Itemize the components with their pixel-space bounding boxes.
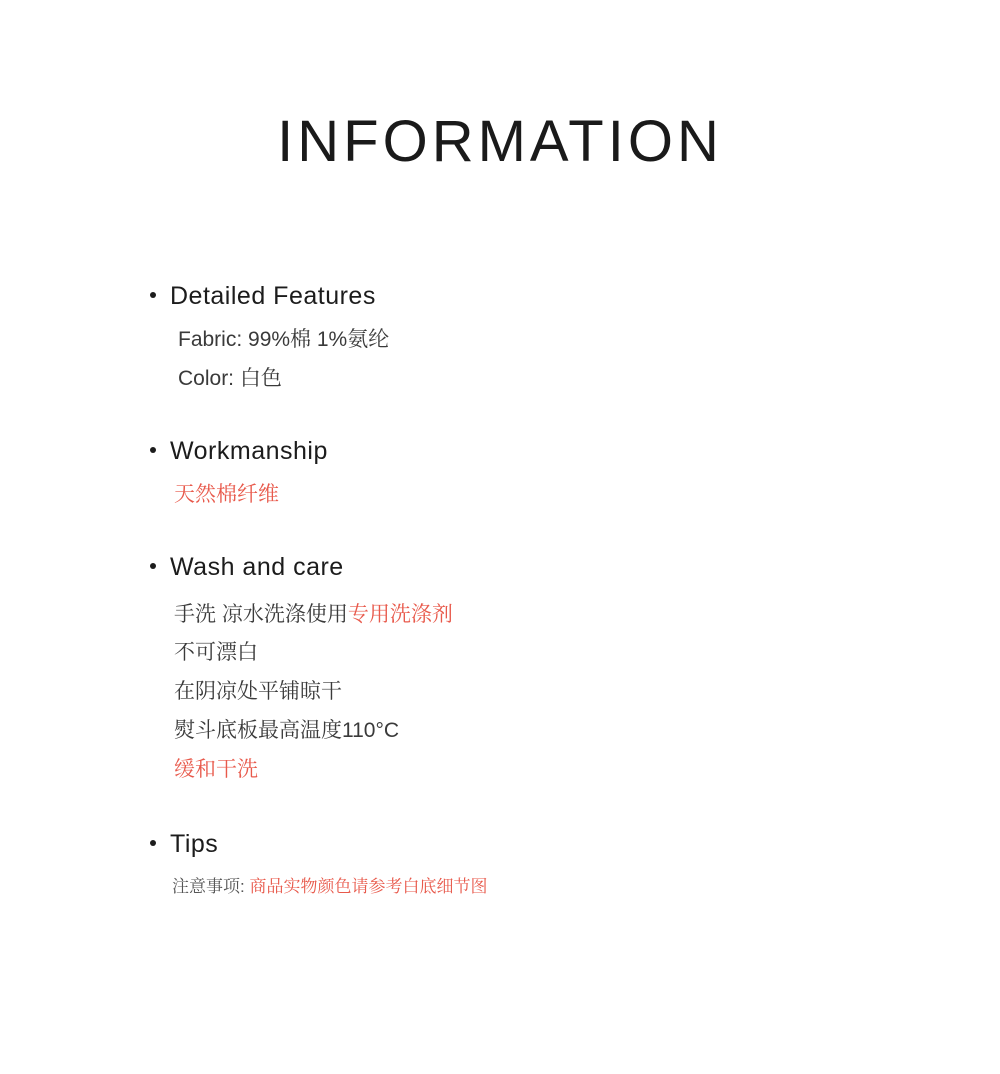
bullet-icon (150, 563, 156, 569)
page-title: INFORMATION (277, 109, 723, 174)
tips-note-value: 商品实物颜色请参考白底细节图 (249, 876, 488, 896)
feature-line-fabric: Fabric: 99%棉 1%氨纶 (178, 328, 390, 351)
section-workmanship (150, 437, 910, 515)
content-body (150, 282, 910, 930)
section-heading (150, 830, 910, 859)
section-heading (150, 553, 910, 582)
section-heading (150, 282, 910, 311)
section-heading (150, 437, 910, 466)
section-wash-and-care (150, 553, 910, 790)
section-heading-label: Wash and care (170, 552, 344, 581)
section-heading-label: Detailed Features (170, 282, 376, 310)
bullet-icon (150, 292, 156, 298)
section-heading-label: Tips (170, 829, 219, 858)
wash-line-iron-temp: 熨斗底板最高温度110°C (174, 719, 400, 743)
section-tips (150, 830, 910, 900)
tips-note-label: 注意事项: (172, 876, 250, 896)
bullet-icon (150, 447, 156, 453)
tips-note (150, 873, 910, 900)
wash-line-handwash-accent: 专用洗涤剂 (347, 602, 453, 626)
wash-line-gentle-dryclean: 缓和干洗 (174, 757, 258, 781)
wash-line-dry-flat: 在阴凉处平铺晾干 (174, 680, 342, 704)
wash-line-no-bleach: 不可漂白 (174, 641, 258, 665)
section-heading-label: Workmanship (170, 436, 328, 465)
wash-line-handwash (150, 596, 910, 635)
bullet-icon (150, 840, 156, 846)
wash-line-handwash-text: 手洗 凉水洗涤使用 (174, 602, 348, 626)
section-detailed-features (150, 282, 910, 399)
workmanship-line: 天然棉纤维 (174, 482, 279, 506)
feature-line-color: Color: 白色 (178, 366, 282, 390)
